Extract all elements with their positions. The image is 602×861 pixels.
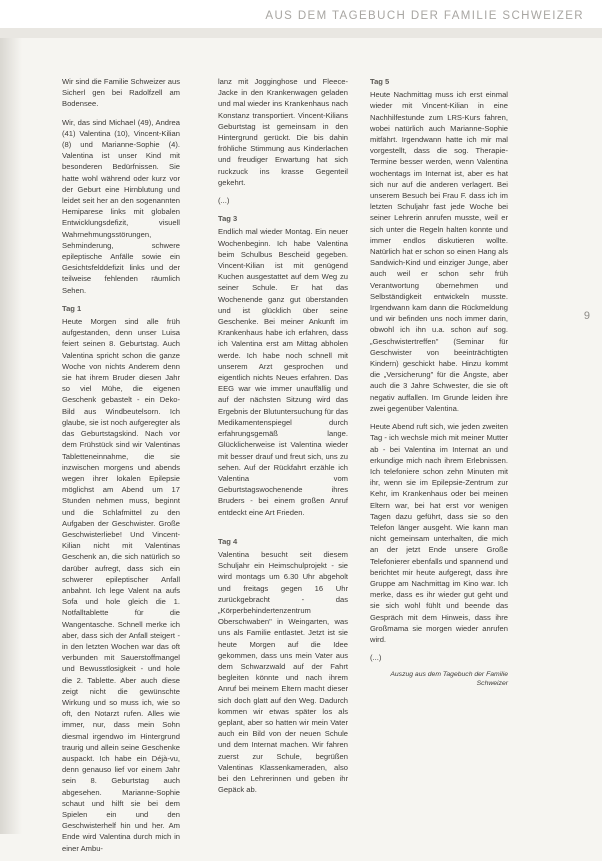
- day-paragraph-2: Heute Abend ruft sich, wie jeden zweiten Tag - ich wechsle mich mit meiner Mutter ab - bei Valentina im Internat an und erkundige mich nach ihrem Erlebnissen. Ich telefoniere schon zehn Minuten mit ihr, wenn sie im Epilepsie-Zentrum zur Kehr, im Krankenhaus oder bei meinen Eltern war, bei hat erst vor wenigen Tagen dazu geführt, dass sie so den Telefon länger ausgeht. Wie kann man nicht gemeinsam unterhalten, die mich an der jetzt Ende unsere Große Telefonierer ebenfalls und spannend und berichtet mir heute aufgeregt, dass ihre Gruppe am Nachmittag im Kino war. Ich merke, dass es ihr wieder gut geht und sie sich wohl fühlt und beende das Gespräch mit dem Hinweis, dass ihre Großmama sie morgen wieder anrufen wird.: [370, 422, 508, 644]
- column-1: [62, 76, 180, 861]
- day-heading: Tag 4: [218, 536, 238, 546]
- page-number: 9: [583, 310, 590, 322]
- day-heading: Tag 5: [370, 77, 390, 86]
- family-paragraph: Wir, das sind Michael (49), Andrea (41) Valentina (10), Vincent-Kilian (8) und Marianne-Sophie (4). Valentina ist unser Kind mit besonderen Bedürfnissen. Sie hatte wohl während oder kurz vor der Geburt eine Hirnblutung und leidet seit her an den sogenannten Hemiparese links mit globalen Entwicklungsdefizit, visuell Wahrnehmungsstörungen, Sehminderung, schwere epileptische Anfälle sowie ein Gesichtsfelddefizit links und der teilweise fehlenden räumlich Sehen.: [62, 117, 180, 295]
- day-paragraph: Heute Nachmittag muss ich erst einmal wieder mit Vincent-Kilian in eine Nachhilfestunde zum LRS-Kurs fahren, wobei natürlich auch Marianne-Sophie mitfährt. Irgendwann hatte ich mir mal vorgestellt, dass die sog. Therapie-Termine besser werden, wenn Valentina wochentags im Internat ist, aber es hat sich nur auf die anderen verlagert. Bei unserem Besuch bei Frau F. dass ich im letzten Schuljahr fast jede Woche bei seiner Lehrerin anrufen musste, weil er sich unter die Regeln halten konnte und immer endlos diskutieren wollte. Natürlich hat er schon so einen Hang als Sandwich-Kind und einziger Junge, aber auch weil er schon sehr früh Verantwortung übernehmen und Selbständigkeit entwickeln musste. Irgendwann kam dann die Rückmeldung und wir befinden uns noch immer darin, obwohl ich ihn u.a. schon auf sog. „Geschwistertreffen" (Seminar für Geschwister von beeinträchtigten Kindern) geschickt habe. Hinzu kommt die „Versicherung" für die Ängste, aber auch die 3 Jahre Schwester, die sie oft negativ auffallen. Im Grunde leiden ihre zwei gegenüber Valentina.: [370, 90, 508, 413]
- day-paragraph: Valentina besucht seit diesem Schuljahr ein Heimschulprojekt - sie wird montags um 6.30 Uhr abgeholt und freitags gegen 16 Uhr zurückgebracht - das „Körperbehindertenzentrum Oberschwaben" in Weingarten, was uns als Familie entlastet. Jetzt ist sie heute Morgen auf die Idee gekommen, dass uns mein Vater aus dem Schwarzwald auf der Fahrt begleiten könnte und nach ihrem Anruf bei meinem Eltern macht dieser sich doch glatt auf den Weg. Dadurch kommen wir etwas später los als geplant, aber so hatten wir mein Vater auch ein Bild von der neuen Schule und dem Internat machen. Wir fahren zuerst zur Schule, begrüßen Valentinas Klassenkameraden, also bei den Lehrerinnen und geben ihr Gepäck ab.: [218, 549, 348, 795]
- day-heading: Tag 1: [62, 303, 82, 313]
- day-heading: Tag 3: [218, 214, 238, 224]
- ellipsis: (...): [370, 653, 382, 663]
- column-3: [370, 76, 508, 688]
- continuation-paragraph: lanz mit Jogginghose und Fleece-Jacke in den Krankenwagen geladen und mal wieder ins Krankenhaus nach Konstanz transportiert. Vincent-Kilians Geburtstag ist gemeinsam in den Hintergrund gerückt. Die bis dahin fröhliche Stimmung aus Kinderlachen und freudiger Erwartung hat sich ruckzuck ins krasse Gegenteil gekehrt.: [218, 77, 348, 187]
- header-bar: [0, 0, 602, 28]
- column-2: [218, 76, 348, 802]
- intro-paragraph: Wir sind die Familie Schweizer aus Sicherl gen bei Radolfzell am Bodensee.: [62, 77, 180, 109]
- day-paragraph: Endlich mal wieder Montag. Ein neuer Wochenbeginn. Ich habe Valentina beim Schulbus Bescheid gegeben. Vincent-Kilian ist mit genügend Kuchen ausgestattet auf dem Weg zu seiner Schule. Er hat das Wochenende ganz gut überstanden und ist glücklich über seine Geschenke. Bei meiner Ankunft im Krankenhaus habe ich erfahren, dass ich Valentina erst am Mittag abholen werde. Ich habe noch schnell mit unserem Arzt gesprochen und eigentlich nichts Neues erfahren. Das EEG war wie immer unauffällig und auf der nächsten Sitzung wird das Ergebnis der Blutuntersuchung für das Medikamentenspiegel durch erfahrungsgemäß lange. Glücklicherweise ist Valentina wieder mit besser drauf und freut sich, uns zu sehen. Auf der Rückfahrt erzähle ich Valentina vom Geburtstagswochenende ihres Bruders - bei einem großen Anruf entdeckt eine Art Frieden.: [218, 227, 348, 517]
- header-band: [0, 28, 602, 38]
- ellipsis: (...): [218, 196, 230, 206]
- source-caption: Auszug aus dem Tagebuch der Familie Schweizer: [390, 671, 508, 688]
- running-head: AUS DEM TAGEBUCH DER FAMILIE SCHWEIZER: [265, 10, 584, 22]
- day-paragraph: Heute Morgen sind alle früh aufgestanden, denn unser Luisa feiert seinen 8. Geburtstag. Auch Valentina spricht schon die ganze Woche von nichts Anderem denn sie hat ihrem Bruder diesen Jahr so viel Mühe, die eigenen Geschenk gebastelt - ein Deko-Bild aus Windbeutelsorn. Ich glaube, sie ist noch aufgeregter als das Geburtstagskind. Nach vor dem Frühstück sind wir Valentinas Tabletteneinnahme, die sie inzwischen morgens und abends wegen ihrer lokalen Epilepsie möglichst am Abend um 17 Stunden nehmen muss, beginnt und die Schlafmittel zu den Aufgaben der Geschwister. Große Geschwisterliebe! Und Vincent-Kilian nicht mit Valentinas Geschenk an, die sich natürlich so darüber aufregt, dass sich ein schwerer epileptischer Anfall anbahnt. Ich lege Valent na aufs Sofa und hole gleich die 1. Notfalltablette für die Wangentasche. Schnell merke ich aber, dass sich der Anfall steigert - in den letzten Wochen war das oft verbunden mit Sauerstoffmangel und Bewusstlosigkeit - und hole die 2. Tablette. Aber auch diese zeigt nicht die gewünschte Wirkung und so muss ich, wie so oft, den Notarzt rufen. Alles wie immer, nur, dass mein Sohn diesmal irgendwo im Hintergrund traurig und allein seine Geschenke auspackt. Ich habe ein Déjà-vu, denn genauso lief vor einem Jahr sein 8. Geburtstag auch abgesehen. Marianne-Sophie schaut und hilft sie bei dem Spielen ein und den Geschwisterhelf hin und her. Am Ende wird Valentina durch mich in einer Ambu-: [62, 317, 180, 853]
- page-gutter-shadow: [0, 38, 22, 834]
